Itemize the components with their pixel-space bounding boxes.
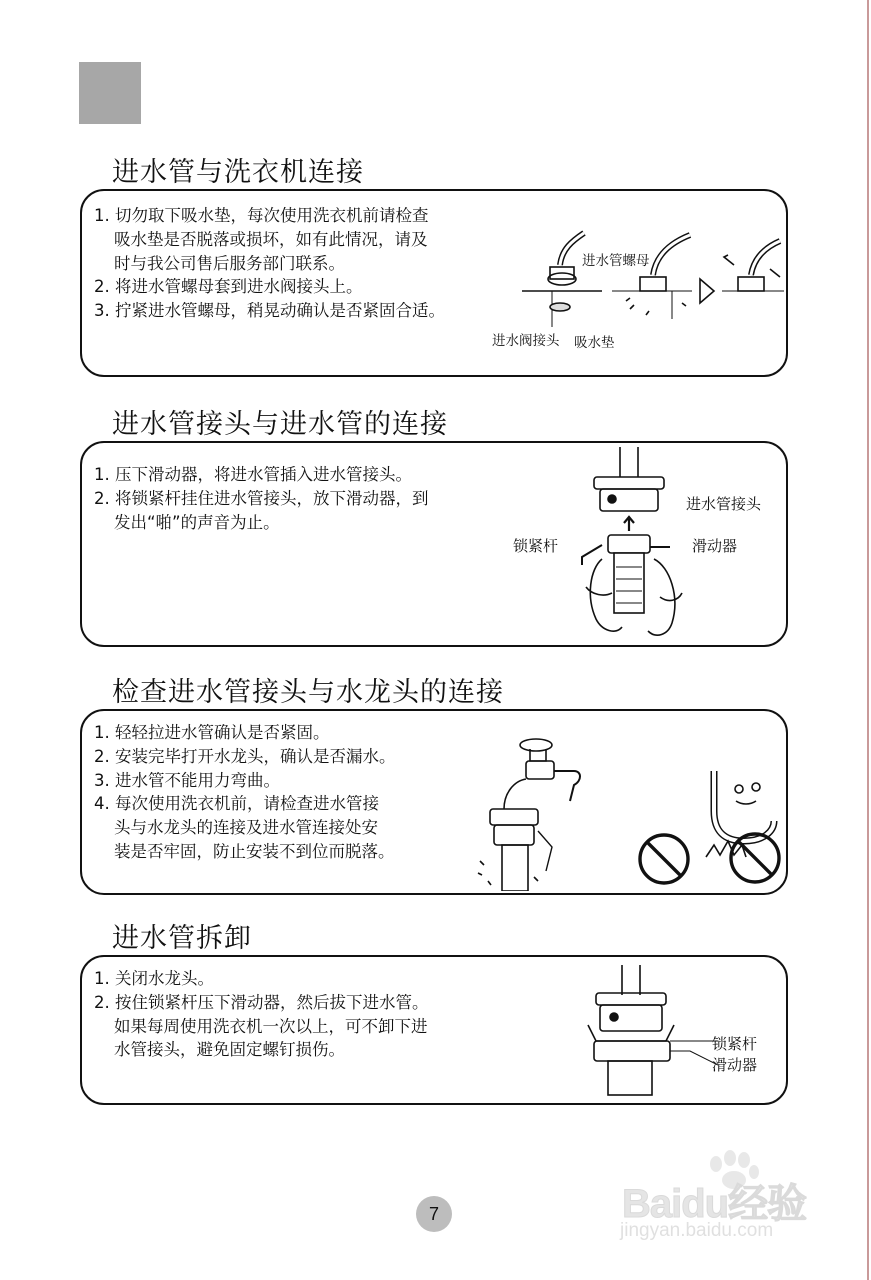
instruction-list [94, 204, 445, 323]
section-marker-square [79, 62, 141, 124]
instruction-line: 装是否牢固，防止安装不到位而脱落。 [114, 841, 395, 861]
instruction-line: 头与水龙头的连接及进水管连接处安 [114, 818, 378, 838]
section-box-check-faucet [80, 709, 788, 895]
instruction-list [94, 967, 429, 1062]
section-title-hose-removal: 进水管拆卸 [112, 923, 252, 954]
instruction-line: 2. 安装完毕打开水龙头，确认是否漏水。 [94, 746, 396, 766]
watermark-url: jingyan.baidu.com [620, 1220, 774, 1241]
hose-joint-illustration [572, 447, 702, 643]
label-suction-pad: 吸水垫 [574, 335, 615, 351]
prohibited-sign-icon [728, 831, 782, 885]
instruction-list [94, 463, 429, 534]
section-title-check-faucet: 检查进水管接头与水龙头的连接 [112, 677, 504, 708]
instruction-line: 3. 拧紧进水管螺母，稍晃动确认是否紧固合适。 [94, 301, 445, 321]
page-number: 7 [416, 1196, 452, 1232]
label-locking-lever: 锁紧杆 [712, 1035, 758, 1053]
section-title-joint-to-hose: 进水管接头与进水管的连接 [112, 409, 448, 440]
section-box-hose-to-washer [80, 189, 788, 377]
instruction-line: 1. 切勿取下吸水垫，每次使用洗衣机前请检查 [94, 206, 429, 225]
instruction-line: 2. 将锁紧杆挂住进水管接头，放下滑动器，到 [94, 488, 429, 508]
instruction-line: 2. 按住锁紧杆压下滑动器，然后拔下进水管。 [94, 992, 429, 1012]
instruction-line: 如果每周使用洗衣机一次以上，可不卸下进 [114, 1016, 428, 1036]
instruction-line: 2. 将进水管螺母套到进水阀接头上。 [94, 277, 363, 297]
instruction-line: 1. 压下滑动器，将进水管插入进水管接头。 [94, 465, 412, 484]
instruction-line: 3. 进水管不能用力弯曲。 [94, 770, 280, 790]
instruction-line: 4. 每次使用洗衣机前，请检查进水管接 [94, 794, 379, 814]
instruction-line: 吸水垫是否脱落或损坏，如有此情况，请及 [114, 229, 428, 249]
label-hose-nut: 进水管螺母 [582, 253, 650, 269]
label-inlet-hose-joint: 进水管接头 [686, 495, 762, 513]
page-edge-rule [867, 0, 869, 1280]
section-box-joint-to-hose [80, 441, 788, 647]
instruction-line: 时与我公司售后服务部门联系。 [114, 253, 345, 273]
label-slider: 滑动器 [692, 537, 738, 555]
instruction-line: 1. 关闭水龙头。 [94, 969, 214, 988]
instruction-list [94, 721, 396, 864]
label-locking-lever: 锁紧杆 [513, 537, 559, 555]
hose-removal-illustration [578, 965, 718, 1097]
instruction-line: 1. 轻轻拉进水管确认是否紧固。 [94, 723, 330, 742]
label-inlet-valve-joint: 进水阀接头 [492, 333, 560, 349]
label-slider: 滑动器 [712, 1056, 758, 1074]
instruction-line: 发出“啪”的声音为止。 [114, 512, 280, 532]
section-title-hose-to-washer: 进水管与洗衣机连接 [112, 157, 364, 188]
instruction-line: 水管接头，避免固定螺钉损伤。 [114, 1040, 345, 1060]
hose-nut-illustration [522, 219, 784, 349]
baidu-watermark [618, 1150, 818, 1250]
watermark-brand: Baidu经验 [622, 1182, 807, 1226]
section-box-hose-removal [80, 955, 788, 1105]
